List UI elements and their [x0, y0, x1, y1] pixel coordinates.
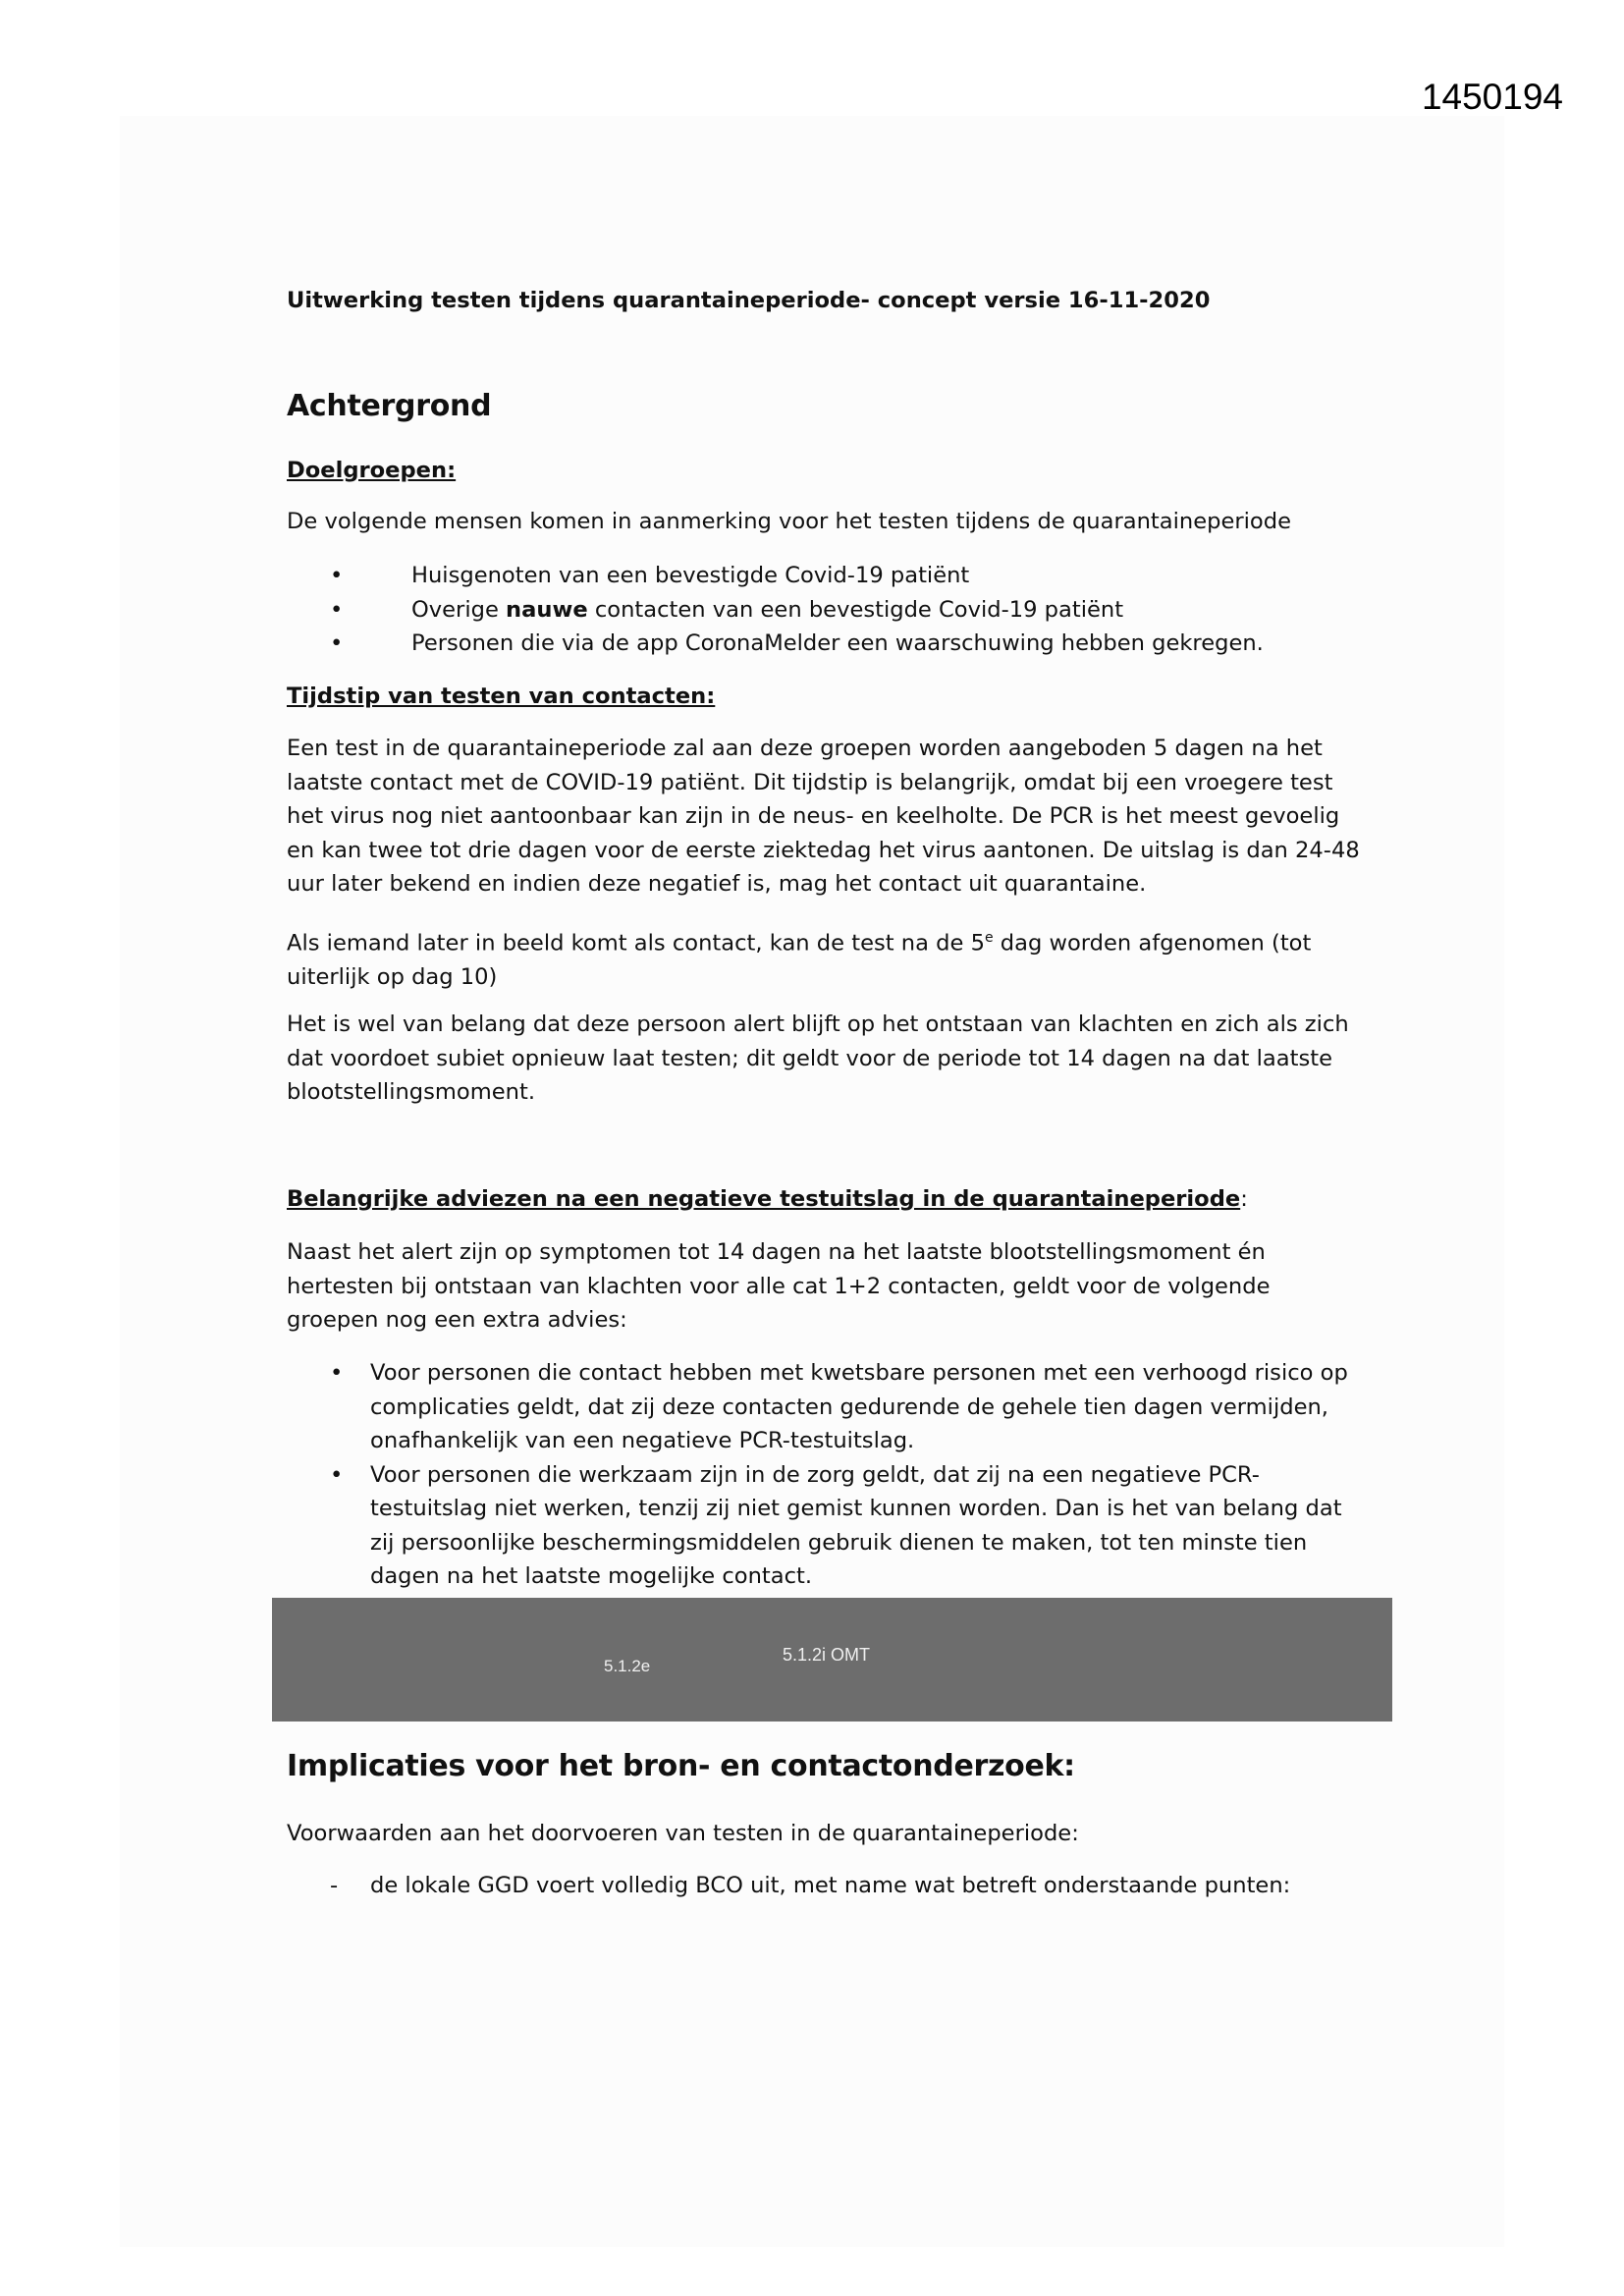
subheading-adviezen: Belangrijke adviezen na een negatieve testuitslag in de quarantaineperiode:: [287, 1186, 1248, 1212]
bullet-icon: •: [330, 563, 344, 588]
list-item: • Huisgenoten van een bevestigde Covid-19 patiënt: [287, 559, 1367, 593]
heading-achtergrond: Achtergrond: [287, 389, 492, 423]
implicaties-intro: Voorwaarden aan het doorvoeren van testen in de quarantaineperiode:: [287, 1821, 1079, 1846]
subheading-doelgroepen: Doelgroepen:: [287, 458, 457, 483]
list-item: • Overige nauwe contacten van een bevestigde Covid-19 patiënt: [287, 593, 1367, 628]
heading-implicaties: Implicaties voor het bron- en contactonderzoek:: [287, 1749, 1075, 1783]
document-id: 1450194: [1421, 77, 1563, 117]
redaction-label-left: 5.1.2e: [604, 1657, 651, 1675]
subheading-tijdstip: Tijdstip van testen van contacten:: [287, 683, 716, 709]
redaction-block: [272, 1598, 1392, 1722]
implicaties-list: [287, 1869, 1367, 1903]
bullet-icon: •: [330, 1461, 344, 1488]
adviezen-intro: Naast het alert zijn op symptomen tot 14 dagen na het laatste blootstellingsmoment én hertesten bij ontstaan van klachten voor alle cat 1+2 contacten, geldt voor de volgende groepen nog een extra advies:: [287, 1239, 1271, 1333]
tijdstip-paragraph-3: Het is wel van belang dat deze persoon alert blijft op het ontstaan van klachten en zich als zich dat voordoet subiet opnieuw laat testen; dit geldt voor de periode tot 14 dagen na dat laatste blootstellingsmoment.: [287, 1011, 1349, 1105]
emphasis-text: nauwe: [506, 596, 588, 623]
list-item: • Personen die via de app CoronaMelder een waarschuwing hebben gekregen.: [287, 627, 1367, 661]
list-item: • Voor personen die contact hebben met kwetsbare personen met een verhoogd risico op complicaties geldt, dat zij deze contacten gedurende de gehele tien dagen vermijden, onafhankelijk van een negatieve PCR-testuitslag.: [287, 1356, 1367, 1458]
page-background: [120, 116, 1504, 2247]
dash-icon: -: [330, 1873, 339, 1898]
doelgroepen-list: [287, 559, 1367, 661]
tijdstip-paragraph-1: Een test in de quarantaineperiode zal aan deze groepen worden aangeboden 5 dagen na het laatste contact met de COVID-19 patiënt. Dit tijdstip is belangrijk, omdat bij een vroegere test het virus nog niet aantoonbaar kan zijn in de neus- en keelholte. De PCR is het meest gevoelig en kan twee tot drie dagen voor de eerste ziektedag het virus aantonen. De uitslag is dan 24-48 uur later bekend en indien deze negatief is, mag het contact uit quarantaine.: [287, 736, 1360, 897]
tijdstip-paragraph-2: Als iemand later in beeld komt als contact, kan de test na de 5e dag worden afgenomen (tot uiterlijk op dag 10): [287, 930, 1312, 991]
document-title: Uitwerking testen tijdens quarantaineperiode- concept versie 16-11-2020: [287, 288, 1211, 313]
list-item: • Voor personen die werkzaam zijn in de zorg geldt, dat zij na een negatieve PCR-testuitslag niet werken, tenzij zij niet gemist kunnen worden. Dan is het van belang dat zij persoonlijke beschermingsmiddelen gebruik dienen te maken, tot ten minste tien dagen na het laatste mogelijke contact.: [287, 1458, 1367, 1594]
adviezen-list: [287, 1356, 1367, 1594]
bullet-icon: •: [330, 1360, 344, 1386]
list-item: - de lokale GGD voert volledig BCO uit, met name wat betreft onderstaande punten:: [287, 1869, 1367, 1903]
redaction-label-right: 5.1.2i OMT: [783, 1645, 871, 1665]
doelgroepen-intro: De volgende mensen komen in aanmerking voor het testen tijdens de quarantaineperiode: [287, 509, 1291, 534]
bullet-icon: •: [330, 630, 344, 656]
bullet-icon: •: [330, 596, 344, 623]
